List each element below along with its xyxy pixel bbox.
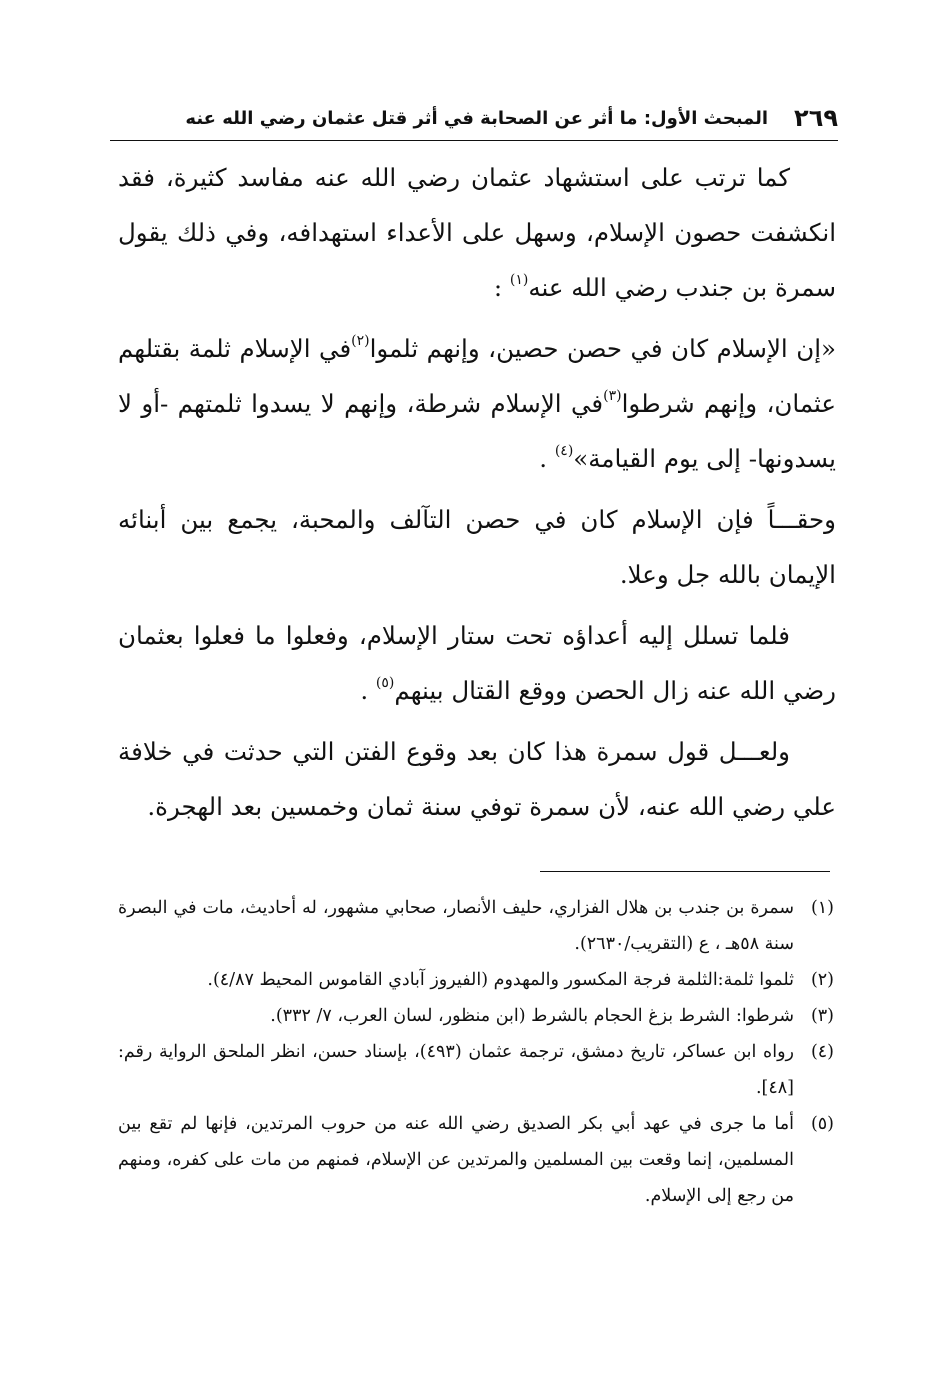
paragraph-3: وحقـــاً فإن الإسلام كان في حصن التآلف والمحبة، يجمع بين أبنائه الإيمان بالله جل وعلا.	[118, 505, 836, 589]
paragraph-1-text: كما ترتب على استشهاد عثمان رضي الله عنه مفاسد كثيرة، فقد انكشفت حصون الإسلام، وسهل على الأعداء استهدافه، وفي ذلك يقول سمرة بن جندب رضي الله عنه	[118, 163, 836, 302]
page-number: ٢٦٩	[794, 104, 838, 132]
footnote-5	[118, 1106, 834, 1214]
footnote-text: ثلموا ثلمة:الثلمة فرجة المكسور والمهدوم (الفيروز آبادي القاموس المحيط ٤/٨٧).	[207, 970, 794, 990]
footnote-ref-5: (٥)	[375, 675, 395, 691]
footnotes	[118, 890, 834, 1214]
footnote-ref-4: (٤)	[554, 443, 574, 459]
footnote-2	[118, 962, 834, 998]
paragraph-1	[118, 150, 836, 315]
paragraph-5: ولعـــل قول سمرة هذا كان بعد وقوع الفتن التي حدثت في خلافة علي رضي الله عنه، لأن سمرة توفي سنة ثمان وخمسين بعد الهجرة.	[118, 737, 836, 821]
page-header	[110, 98, 838, 138]
footnote-ref-1: (١)	[509, 272, 529, 288]
paragraph-1-end: :	[493, 273, 503, 302]
footnote-ref-2: (٢)	[351, 333, 370, 349]
footnote-3	[118, 998, 834, 1034]
quote-part-a: «إن الإسلام كان في حصن حصين، وإنهم ثلموا	[369, 334, 836, 363]
footnote-text: رواه ابن عساكر، تاريخ دمشق، ترجمة عثمان (٤٩٣)، بإسناد حسن، انظر الملحق الرواية رقم: [٤٨].	[118, 1042, 794, 1098]
footnote-rule	[540, 871, 830, 872]
footnote-number: (١)	[810, 898, 834, 918]
paragraph-4-text: فلما تسلل إليه أعداؤه تحت ستار الإسلام، وفعلوا ما فعلوا بعثمان رضي الله عنه زال الحصن ووقع القتال بينهم	[118, 621, 836, 705]
footnote-1	[118, 890, 834, 962]
quote-part-c: في الإسلام شرطة، وإنهم لا يسدوا ثلمتهم -أو لا يسدونها- إلى يوم القيامة»	[118, 389, 836, 473]
footnote-number: (٤)	[810, 1042, 834, 1062]
quote-end: .	[539, 444, 548, 473]
paragraph-4	[118, 608, 836, 718]
running-title: المبحث الأول: ما أثر عن الصحابة في أثر قتل عثمان رضي الله عنه	[185, 107, 769, 129]
main-text	[118, 150, 836, 834]
footnote-number: (٣)	[810, 1006, 834, 1026]
footnote-number: (٥)	[810, 1114, 834, 1134]
footnote-text: أما ما جرى في عهد أبي بكر الصديق رضي الله عنه من حروب المرتدين، فإنها لم تقع بين المسلمين، إنما وقعت بين المسلمين والمرتدين عن الإسلام، فمنهم من مات على كفره، ومنهم من رجع إلى الإسلام.	[118, 1114, 794, 1206]
header-rule	[110, 140, 838, 141]
footnote-ref-3: (٣)	[603, 388, 622, 404]
quote-paragraph	[118, 321, 836, 486]
footnote-text: شرطوا: الشرط بزغ الحجام بالشرط (ابن منظور، لسان العرب، ٧/ ٣٣٢).	[270, 1006, 794, 1026]
footnote-number: (٢)	[810, 970, 834, 990]
paragraph-4-end: .	[360, 676, 369, 705]
footnote-text: سمرة بن جندب بن هلال الفزاري، حليف الأنصار، صحابي مشهور، له أحاديث، مات في البصرة سنة ٥٨هـ ، ع (التقريب/٢٦٣٠).	[118, 898, 794, 954]
quote-part-b: في الإسلام ثلمة بقتلهم عثمان، وإنهم شرطوا	[118, 334, 836, 418]
footnote-4	[118, 1034, 834, 1106]
